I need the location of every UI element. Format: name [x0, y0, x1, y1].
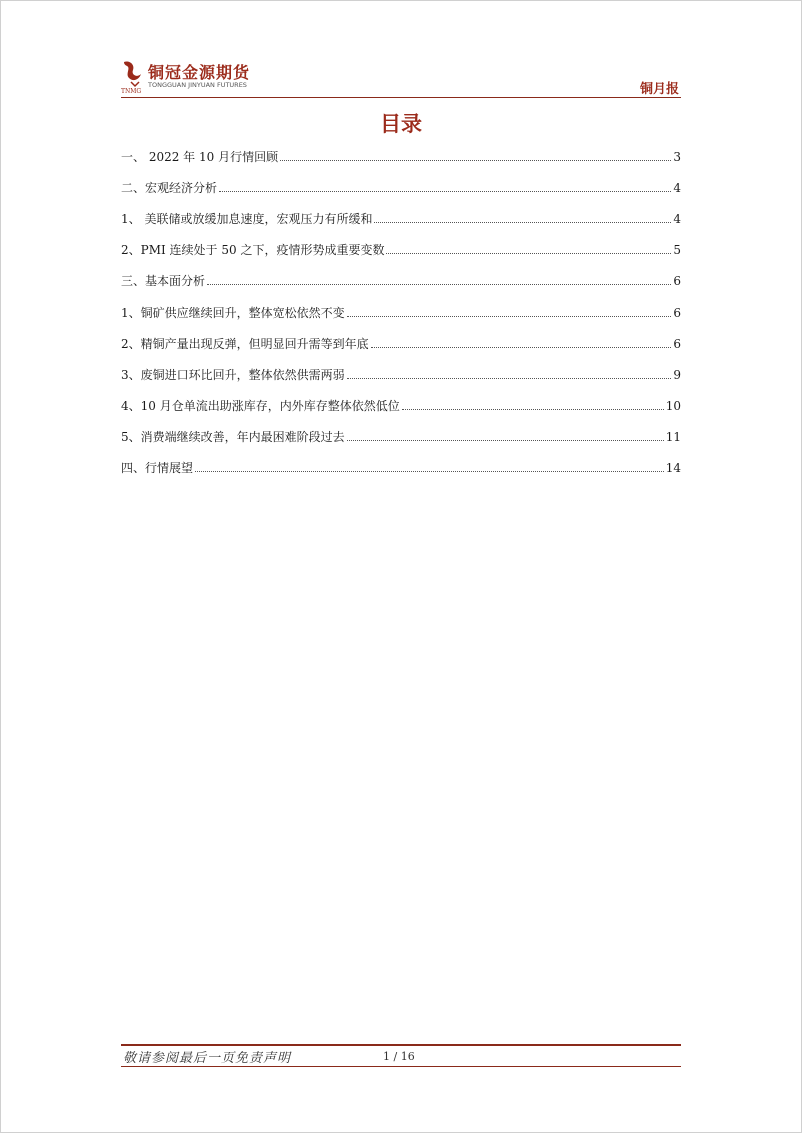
toc-leader-dots — [347, 377, 672, 379]
toc-entry[interactable] — [121, 208, 681, 226]
toc-entry-title: 2、PMI 连续处于 50 之下，疫情形势成重要变数 — [121, 243, 385, 257]
toc-entry-page: 3 — [673, 150, 681, 164]
report-type-label: 铜月报 — [640, 82, 680, 97]
logo-english-name: TONGGUAN JINYUAN FUTURES — [148, 81, 247, 89]
toc-entry[interactable] — [121, 146, 681, 164]
toc-leader-dots — [402, 408, 664, 410]
toc-entry-title: 4、10 月仓单流出助涨库存，内外库存整体依然低位 — [121, 399, 400, 413]
toc-entry-page: 10 — [665, 399, 681, 413]
toc-entry-page: 14 — [665, 461, 681, 475]
toc-entry-title: 2、精铜产量出现反弹，但明显回升需等到年底 — [121, 337, 369, 351]
toc-leader-dots — [371, 346, 672, 348]
toc-entry[interactable] — [121, 239, 681, 257]
toc-entry-page: 6 — [673, 337, 681, 351]
logo-icon — [121, 58, 145, 88]
company-logo — [121, 58, 261, 94]
toc-entry-page: 4 — [673, 212, 681, 226]
toc-entry-page: 9 — [673, 368, 681, 382]
header-divider — [121, 97, 681, 98]
toc-entry[interactable] — [121, 177, 681, 195]
toc-entry-title: 1、 美联储或放缓加息速度，宏观压力有所缓和 — [121, 212, 373, 226]
toc-leader-dots — [207, 283, 671, 285]
toc-leader-dots — [386, 252, 671, 254]
toc-leader-dots — [347, 315, 672, 317]
toc-leader-dots — [347, 439, 664, 441]
toc-entry-page: 6 — [673, 306, 681, 320]
logo-chinese-name: 铜冠金源期货 — [148, 63, 251, 82]
toc-entry[interactable] — [121, 302, 681, 320]
disclaimer-note: 敬请参阅最后一页免责声明 — [123, 1051, 292, 1066]
toc-entry-title: 1、铜矿供应继续回升，整体宽松依然不变 — [121, 306, 345, 320]
toc-entry-title: 二、宏观经济分析 — [121, 181, 218, 195]
toc-title: 目录 — [380, 112, 422, 136]
toc-entry[interactable] — [121, 270, 681, 288]
toc-leader-dots — [195, 470, 664, 472]
toc-entry-title: 3、废铜进口环比回升，整体依然供需两弱 — [121, 368, 345, 382]
toc-leader-dots — [374, 221, 671, 223]
toc-entry-page: 11 — [665, 430, 681, 444]
footer-divider-bottom — [121, 1066, 681, 1067]
toc-entry-page: 4 — [673, 181, 681, 195]
toc-entry[interactable] — [121, 426, 681, 444]
toc-entry[interactable] — [121, 395, 681, 413]
page-number: 1 / 16 — [383, 1050, 415, 1063]
toc-entry[interactable] — [121, 333, 681, 351]
logo-abbreviation: TNMG — [121, 88, 142, 95]
footer-divider-top — [121, 1044, 681, 1046]
toc-entry[interactable] — [121, 457, 681, 475]
toc-leader-dots — [280, 159, 671, 161]
toc-leader-dots — [219, 190, 671, 192]
toc-entry-title: 四、行情展望 — [121, 461, 194, 475]
toc-entry-title: 三、基本面分析 — [121, 274, 206, 288]
toc-entry[interactable] — [121, 364, 681, 382]
toc-entry-page: 6 — [673, 274, 681, 288]
toc-entry-title: 5、消费端继续改善，年内最困难阶段过去 — [121, 430, 345, 444]
toc-entry-page: 5 — [673, 243, 681, 257]
toc-entry-title: 一、 2022 年 10 月行情回顾 — [121, 150, 279, 164]
